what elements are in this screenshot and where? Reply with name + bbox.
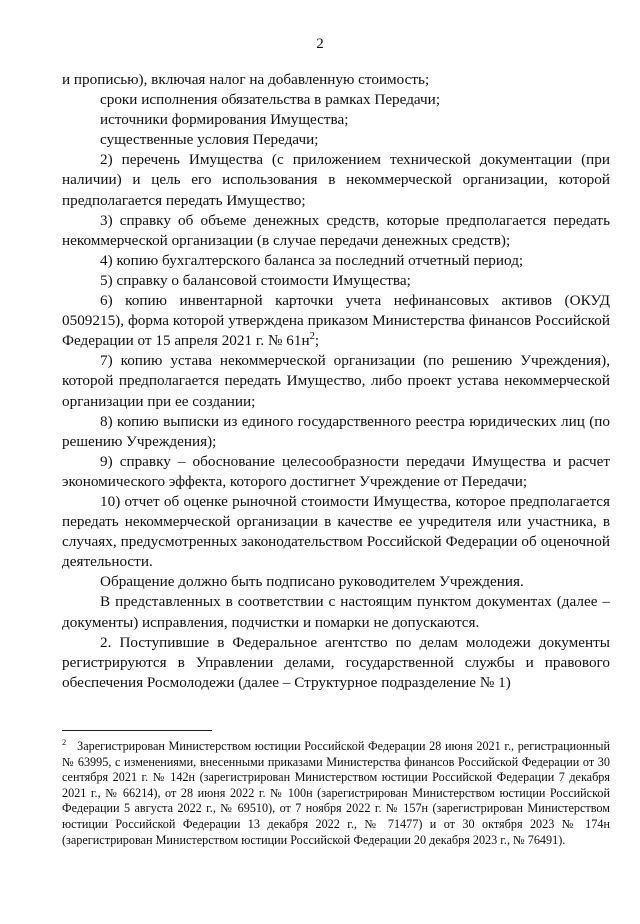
footnote-separator: [62, 730, 212, 731]
paragraph-text: 6) копию инвентарной карточки учета нефинансовых активов (ОКУД 0509215), форма которой утверждена приказом Министерства финансов Российской Федерации от 15 апреля 2021 г. № 61н: [62, 292, 610, 350]
paragraph: 10) отчет об оценке рыночной стоимости Имущества, которое предполагается передать некоммерческой организации в качестве ее учредителя или участника, в случаях, предусмотренных законодательством Российской Федерации об оценочной деятельности.: [62, 492, 610, 571]
paragraph: 5) справку о балансовой стоимости Имущества;: [100, 271, 411, 289]
footnote-paragraph: [62, 736, 611, 848]
paragraph: 4) копию бухгалтерского баланса за последний отчетный период;: [100, 251, 524, 269]
paragraph: и прописью), включая налог на добавленную стоимость;: [62, 71, 430, 88]
paragraph-punctuation: ;: [314, 332, 320, 350]
paragraph: 3) справку об объеме денежных средств, которые предполагается передать некоммерческой организации (в случае передачи денежных средств);: [62, 211, 610, 249]
paragraph: Обращение должно быть подписано руководителем Учреждения.: [100, 573, 524, 591]
footnote: [62, 736, 611, 848]
document-body: [62, 70, 610, 693]
footnote-text: Зарегистрирован Министерством юстиции Российской Федерации 28 июня 2021 г., регистрационный № 63995, с изменениями, внесенными приказами Министерства финансов Российской Федерации от 30 сентября 2021 г. № 142н (зарегистрирован Министерством юстиции Российской Федерации 7 декабря 2021 г., № 66214), от 28 июня 2022 г. № 100н (зарегистрирован Министерством юстиции Российской Федерации 5 августа 2022 г., № 69510), от 7 ноября 2022 г. № 157н (зарегистрирован Министерством юстиции Российской Федерации 13 декабря 2022 г., № 71477) и от 30 октября 2023 № 174н (зарегистрирован Министерством юстиции Российской Федерации 20 декабря 2023 г., № 76491).: [62, 739, 611, 847]
paragraph: [62, 291, 610, 351]
paragraph: 2. Поступившие в Федеральное агентство по делам молодежи документы регистрируются в Управлении делами, государственной службы и правового обеспечения Росмолодежи (далее – Структурное подразделение № 1): [62, 633, 610, 691]
paragraph: 8) копию выписки из единого государственного реестра юридических лиц (по решению Учреждения);: [62, 412, 610, 450]
paragraph: 2) перечень Имущества (с приложением технической документации (при наличии) и цель его использования в некоммерческой организации, которой предполагается передать Имущество;: [62, 151, 610, 209]
footnote-reference: 2: [309, 331, 315, 343]
paragraph: сроки исполнения обязательства в рамках Передачи;: [100, 91, 441, 109]
paragraph: 7) копию устава некоммерческой организации (по решению Учреждения), которой предполагается передать Имущество, либо проект устава некоммерческой организации при ее создании;: [62, 352, 610, 410]
page-number: 2: [316, 36, 324, 52]
paragraph: существенные условия Передачи;: [100, 131, 319, 149]
paragraph: источники формирования Имущества;: [100, 111, 349, 129]
paragraph: В представленных в соответствии с настоящим пунктом документах (далее – документы) исправления, подчистки и помарки не допускаются.: [62, 593, 610, 631]
paragraph: 9) справку – обоснование целесообразности передачи Имущества и расчет экономического эффекта, которого достигнет Учреждение от Передачи;: [62, 452, 610, 490]
footnote-marker: 2: [62, 736, 67, 747]
